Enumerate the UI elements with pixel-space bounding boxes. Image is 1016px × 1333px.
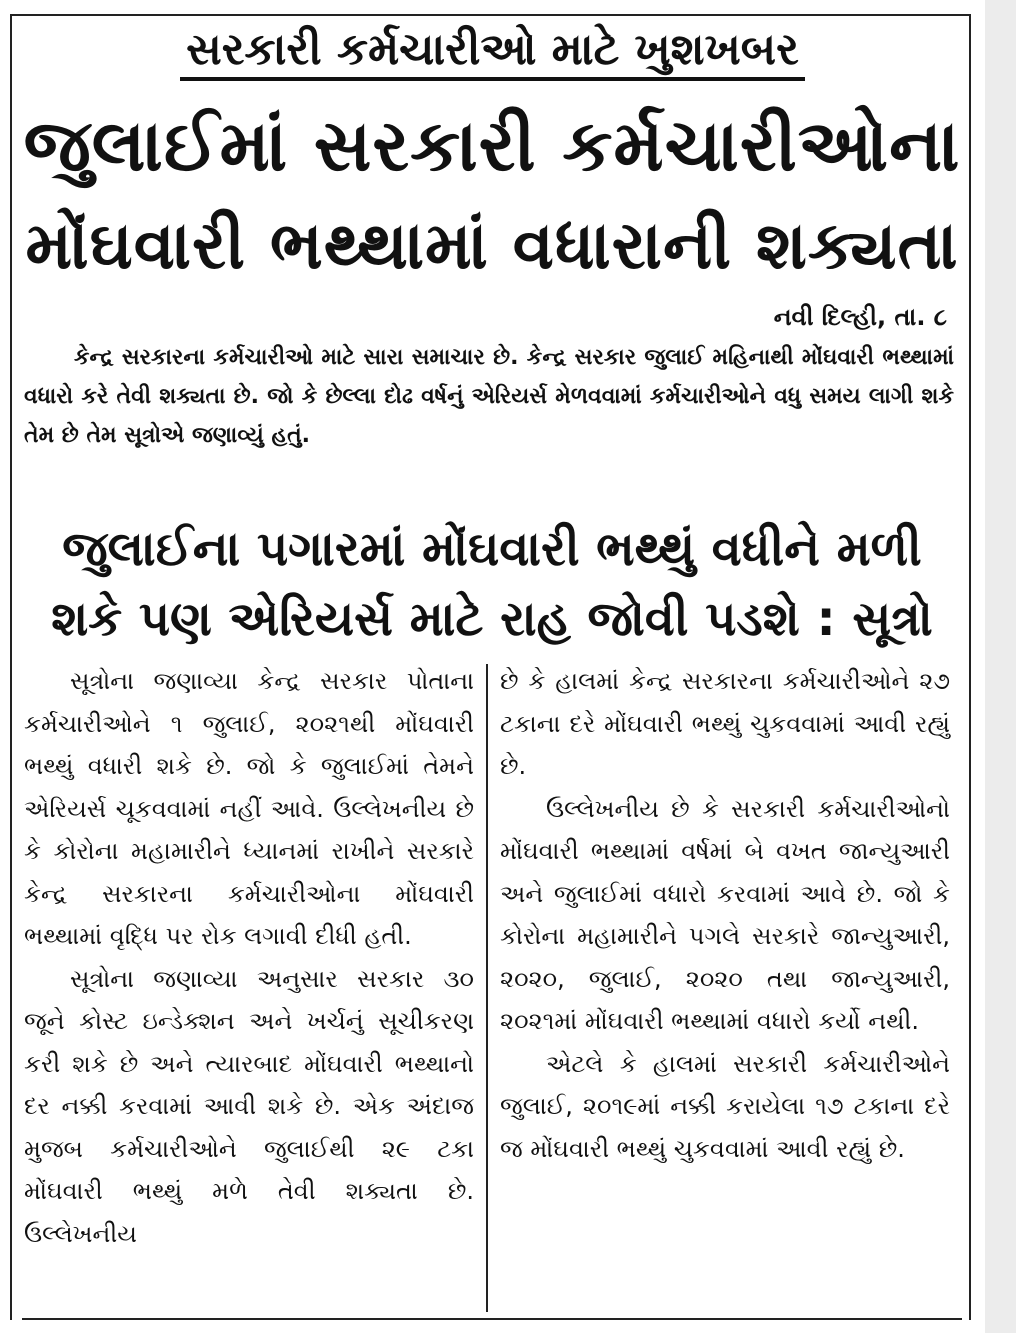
kicker-headline [0, 22, 985, 78]
body-column-left [24, 660, 474, 1255]
body-paragraph: ઉલ્લેખનીય છે કે સરકારી કર્મચારીઓનો મોંઘવારી ભથ્થામાં વર્ષમાં બે વખત જાન્યુઆરી અને જુલાઈમાં વધારો કરવામાં આવે છે. જો કે કોરોના મહામારીને પગલે સરકારે જાન્યુઆરી, ૨૦૨૦, જુલાઈ, ૨૦૨૦ તથા જાન્યુઆરી, ૨૦૨૧માં મોંઘવારી ભથ્થામાં વધારો કર્યો નથી. [500, 794, 950, 1035]
dateline: નવી દિલ્હી, તા. ૮ [773, 303, 947, 331]
body-paragraph: સૂત્રોના જણાવ્યા અનુસાર સરકાર ૩૦ જૂને કોસ્ટ ઇન્ડેક્શન અને ખર્ચનું સૂચીકરણ કરી શકે છે અને ત્યારબાદ મોંઘવારી ભથ્થાનો દર નક્કી કરવામાં આવી શકે છે. એક અંદાજ મુજબ કર્મચારીઓને જુલાઈથી ૨૯ ટકા મોંઘવારી ભથ્થું મળે તેવી શક્યતા છે. ઉલ્લેખનીય [24, 964, 474, 1248]
sub-headline-line-2: શકે પણ એરિયર્સ માટે રાહ જોવી પડશે : સૂત્રો [51, 591, 933, 647]
main-headline-line-2: મોંઘવારી ભથ્થામાં વધારાની શક્યતા [25, 207, 959, 284]
body-paragraph: એટલે કે હાલમાં સરકારી કર્મચારીઓને જુલાઈ, ૨૦૧૯માં નક્કી કરાયેલા ૧૭ ટકાના દરે જ મોંઘવારી ભથ્થું ચુકવવામાં આવી રહ્યું છે. [500, 1049, 950, 1163]
body-column-right [500, 660, 950, 1170]
bottom-rule [22, 1318, 962, 1320]
body-paragraph: સૂત્રોના જણાવ્યા કેન્દ્ર સરકાર પોતાના કર્મચારીઓને ૧ જુલાઈ, ૨૦૨૧થી મોંઘવારી ભથ્થું વધારી શકે છે. જો કે જુલાઈમાં તેમને એરિયર્સ ચૂકવવામાં નહીં આવે. ઉલ્લેખનીય છે કે કોરોના મહામારીને ધ્યાનમાં રાખીને સરકારે કેન્દ્ર સરકારના કર્મચારીઓના મોંઘવારી ભથ્થામાં વૃદ્ધિ પર રોક લગાવી દીધી હતી. [24, 667, 474, 950]
kicker-text: સરકારી કર્મચારીઓ માટે ખુશખબર [180, 24, 805, 81]
column-divider [486, 664, 488, 1312]
lead-paragraph: કેન્દ્ર સરકારના કર્મચારીઓ માટે સારા સમાચાર છે. કેન્દ્ર સરકાર જુલાઈ મહિનાથી મોંઘવારી ભથ્થામાં વધારો કરે તેવી શક્યતા છે. જો કે છેલ્લા દોઢ વર્ષનું એરિયર્સ મેળવવામાં કર્મચારીઓને વધુ સમય લાગી શકે તેમ છે તેમ સૂત્રોએ જણાવ્યું હતું. [24, 345, 954, 448]
body-paragraph: છે કે હાલમાં કેન્દ્ર સરકારના કર્મચારીઓને ૨૭ ટકાના દરે મોંઘવારી ભથ્થું ચુકવવામાં આવી રહ્યું છે. [500, 667, 950, 780]
sub-headline-line-1: જુલાઈના પગારમાં મોંઘવારી ભથ્થું વધીને મળી [62, 521, 922, 577]
main-headline-line-1: જુલાઈમાં સરકારી કર્મચારીઓના [23, 104, 961, 187]
page-edge-margin [985, 0, 1016, 1333]
